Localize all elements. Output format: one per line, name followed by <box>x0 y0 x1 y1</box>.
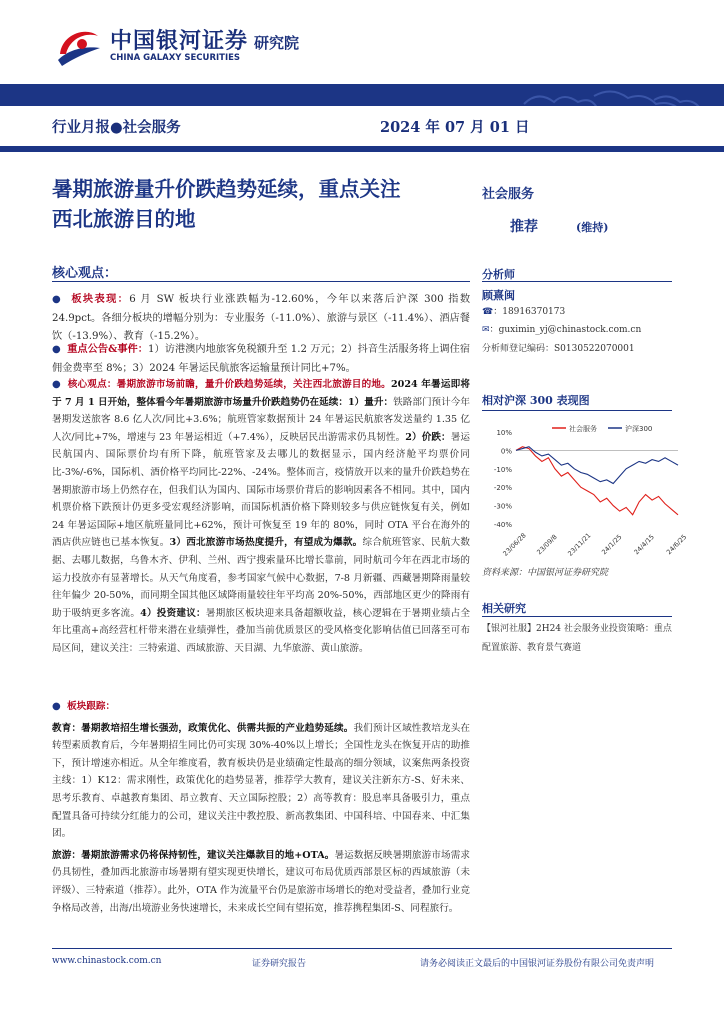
tour-paragraph <box>52 847 470 917</box>
analyst-phone-row: ☎：18916370173 <box>482 307 566 317</box>
tracking-label: 板块跟踪： <box>67 701 116 712</box>
rating-value: 推荐 <box>510 219 538 235</box>
galaxy-logo-icon <box>52 22 104 72</box>
core-view-s2: 2）价跌： <box>405 431 451 443</box>
x-tick-label: 23/09/8 <box>535 532 559 557</box>
bullet-tracking <box>52 698 470 917</box>
bullet-dot-icon: ● <box>52 344 68 355</box>
x-tick-label: 23/11/21 <box>566 531 593 558</box>
performance-label: 板块表现： <box>71 293 130 305</box>
core-divider <box>52 281 470 282</box>
relative-performance-chart <box>482 416 689 566</box>
related-item[interactable]: 【银河社服】2H24 社会服务业投资策略：重点配置旅游、教育景气赛道 <box>482 624 672 653</box>
dept-name: 研究院 <box>254 34 300 52</box>
y-tick-label: -10% <box>493 465 512 474</box>
analyst-phone: 18916370173 <box>502 307 566 317</box>
y-tick-label: -30% <box>493 502 512 511</box>
edu-text: 我们预计区域性教培龙头在转型素质教育后，今年暑期招生同比仍可实现 30%-40%以上增长；全国性龙头在恢复开店的助推下，预计增速亦相近。从全年维度看，教育板块仍是业绩确定性最高的细分领域，议案焦两条投资主线：1）K12：需求刚性，政策优化的趋势显著，推荐学大教育，建议关注新东方-S、好未来、思考乐教育、卓越教育集团、昂立教育、天立国际控股；2）高等教育：股息率具备吸引力，重点配置具备可持续分红能力的公司，建议关注中教控股、新高教集团、中国科培、中国春来、中汇集团。 <box>52 722 471 840</box>
bullet-dot-icon: ● <box>52 701 68 712</box>
series-line <box>516 447 678 515</box>
bullet-core-view <box>52 376 470 658</box>
y-tick-label: -20% <box>493 484 512 493</box>
footer-site[interactable]: www.chinastock.com.cn <box>52 956 162 966</box>
x-tick-label: 24/1/25 <box>600 532 624 557</box>
x-tick-label: 23/06/28 <box>501 531 528 558</box>
core-view-t3: 综合航班管家、民航大数据、去哪儿数据，乌鲁木齐、伊利、兰州、西宁搜索量环比增长靠前，同时航司今年在西北市场的运力投放亦有显著增长。从天气角度看，参考国家气候中心数据，7-8 月新疆、西藏暑期降雨量较往年偏少 20-50%，而同期全国其他区域降雨量较往年平均高 20%-50%，西部地区更少的降雨有助于吸纳更多客流。 <box>52 537 471 619</box>
core-view-t1: 铁路部门预计今年暑期发送旅客 8.6 亿人次/同比+3.6%；航班管家数据预计 24 年暑运民航旅客发送量约 1.35 亿人次/同比+7%，增速与 23 年暑运相近（+7.4%），反映居民出游需求仍具韧性。 <box>52 396 470 443</box>
chart-divider <box>482 410 672 411</box>
core-view-label: 核心观点：暑期旅游市场前瞻，量升价跌趋势延续，关注西北旅游目的地。 <box>67 379 391 390</box>
chart-title: 相对沪深 300 表现图 <box>482 394 590 407</box>
bullet-dot-icon: ● <box>52 379 68 390</box>
events-label: 重点公告&事件： <box>67 343 149 355</box>
related-divider <box>482 616 672 617</box>
analyst-email[interactable]: guximin_yj@chinastock.com.cn <box>498 325 642 335</box>
analyst-email-row[interactable]: ✉：guximin_yj@chinastock.com.cn <box>482 325 642 335</box>
footer-mid: 证券研究报告 <box>252 959 307 969</box>
report-date: 2024 年 07 月 01 日 <box>380 119 530 136</box>
title-line-2: 西北旅游目的地 <box>52 207 196 231</box>
email-icon: ✉ <box>482 325 490 335</box>
tour-text: 暑运数据反映暑期旅游市场需求仍具韧性，叠加西北旅游市场暑期有望实现更快增长，建议可布局优质西部景区标的西域旅游（未评级）、三特索道（推荐）。此外，OTA 作为流量平台仍是旅游市场增长的绝对受益者，叠加行业竞争格局改善，出海/出境游业务快速增长，未来成长空间有望拓宽，推荐携程集团-S、同程旅行。 <box>52 849 470 914</box>
y-tick-label: 0% <box>500 447 512 456</box>
core-view-s3: 3）西北旅游市场热度提升，有望成为爆款。 <box>169 537 363 549</box>
series-line <box>516 447 678 484</box>
report-type: 行业月报●社会服务 <box>52 119 181 136</box>
y-tick-label: 10% <box>496 429 512 437</box>
report-title <box>52 174 470 234</box>
rating-note: (维持) <box>576 221 609 234</box>
title-line-1: 暑期旅游量升价跌趋势延续，重点关注 <box>52 177 401 201</box>
performance-text: 6 月 SW 板块行业涨跌幅为-12.60%，今年以来落后沪深 300 指数 24.9pct。各细分板块的增幅分别为：专业服务（-11.0%）、旅游与景区（-11.4%）、酒店餐饮（-13.9%）、教育（-15.2%）。 <box>52 294 471 342</box>
bullet-performance <box>52 290 470 347</box>
phone-icon: ☎ <box>482 307 494 317</box>
legend-label: 社会服务 <box>569 425 597 433</box>
edu-label: 教育：暑期教培招生增长强劲，政策优化、供需共振的产业趋势延续。 <box>52 722 354 734</box>
edu-paragraph <box>52 720 470 843</box>
legend-label: 沪深300 <box>625 425 653 433</box>
core-heading: 核心观点： <box>52 266 118 281</box>
core-view-bold: 2024 年暑运即将于 7 月 1 日开始，整体看今年暑期旅游市场量升价跌趋势仍在延续： <box>52 379 471 408</box>
core-view-s1: 1）量升： <box>347 396 394 408</box>
core-view-s4: 4）投资建议： <box>140 607 206 619</box>
sector-name: 社会服务 <box>482 187 535 202</box>
chart-source: 资料来源：中国银河证券研究院 <box>482 568 609 578</box>
events-text: 1）访港澳内地旅客免税额升至 1.2 万元；2）抖音生活服务将上调住宿佣金费率至 8%；3）2024 年暑运民航旅客运输量预计同比+7%。 <box>52 344 471 374</box>
core-view-t2: 暑运民航国内、国际票价均有所下降，航班管家及去哪儿的数据显示，国内经济舱平均票价同比-3%/-6%，国际机、酒价格平均同比-22%、-24%。整体而言，疫情放开以来的量升价跌趋势在暑期旅游市场上仍然存在，但我们认为国内、国际市场票价背后的影响因素各不相同。其中，国内机票价格下跌预计仍更多受宏观经济影响，而国际机酒价格下降则较多与供应链恢复有关，例如 24 年暑运国际+地区航班量同比+62%，预计可恢复至 19 年的 80%，同时 OTA 平台在海外的酒店供应链也已基本恢复。 <box>52 431 470 549</box>
tour-label: 旅游：暑期旅游需求仍将保持韧性，建议关注爆款目的地+OTA。 <box>52 849 335 861</box>
analyst-heading: 分析师 <box>482 268 515 281</box>
bullet-events <box>52 340 470 378</box>
analyst-name: 顾熹闽 <box>482 289 515 302</box>
analyst-license: 分析师登记编码：S0130522070001 <box>482 344 635 354</box>
bullet-dot-icon: ● <box>52 294 72 305</box>
footer-disclaimer: 请务必阅读正文最后的中国银河证券股份有限公司免责声明 <box>420 959 655 969</box>
x-tick-label: 24/4/15 <box>632 532 656 557</box>
x-tick-label: 24/6/25 <box>664 532 689 557</box>
core-view-t4: 暑期旅区板块迎来具备超额收益，核心逻辑在于暑期业绩占全年比重高+高经营杠杆带来潜在业绩弹性，叠加当前优质景区的受风格变化影响估值已回落至可布局区间，建议关注：三特索道、西域旅游、天目湖、九华旅游、黄山旅游。 <box>52 607 470 654</box>
logo-cn-text: 中国银河证券 <box>110 29 249 54</box>
y-tick-label: -40% <box>493 521 512 529</box>
related-heading: 相关研究 <box>482 602 526 615</box>
logo-en-text: CHINA GALAXY SECURITIES <box>110 53 241 63</box>
footer-divider <box>52 948 672 949</box>
